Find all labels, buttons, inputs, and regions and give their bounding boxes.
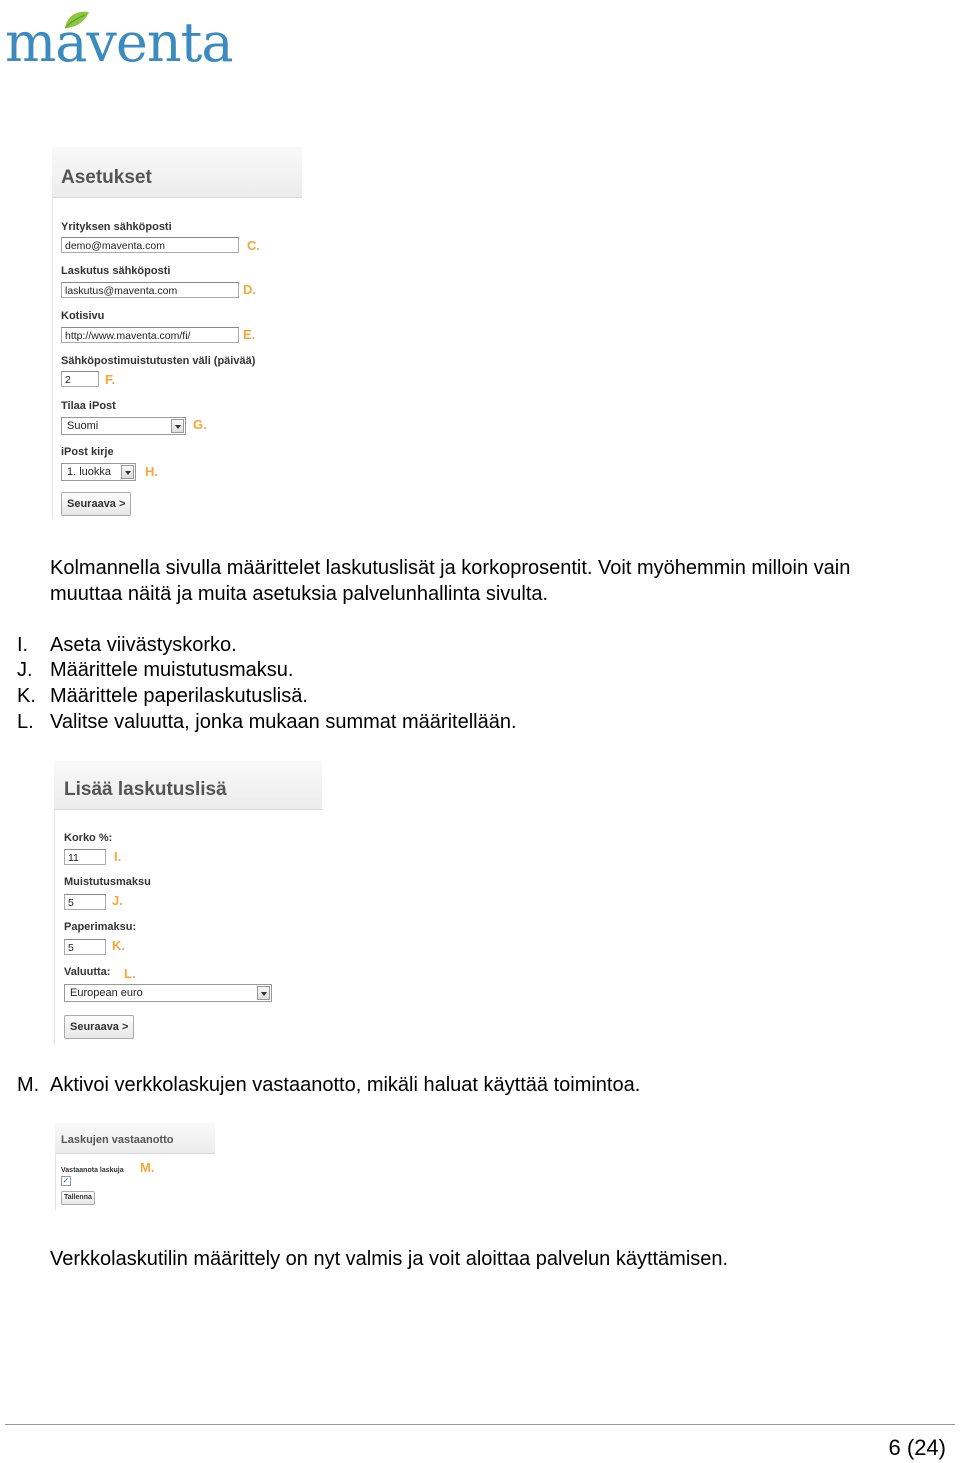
homepage-input[interactable]: http://www.maventa.com/fi/ [61, 327, 239, 343]
settings-panel [52, 147, 302, 519]
chevron-down-icon[interactable] [257, 986, 270, 1000]
chevron-down-icon[interactable] [171, 419, 184, 433]
next-button[interactable]: Seuraava > [64, 1015, 134, 1039]
interest-label: Korko %: [64, 832, 113, 844]
paper-fee-label: Paperimaksu: [64, 921, 137, 933]
marker-l: L. [124, 966, 136, 981]
marker-e: E. [243, 327, 256, 342]
reminder-fee-label: Muistutusmaksu [64, 876, 151, 888]
marker-f: F. [105, 372, 116, 387]
reminder-interval-input[interactable]: 2 [61, 371, 99, 387]
currency-select[interactable] [64, 984, 272, 1002]
currency-selected-value: European euro [70, 987, 143, 999]
step-j: J. Määrittele muistutusmaksu. [17, 659, 294, 681]
receive-invoices-checkbox[interactable] [61, 1176, 71, 1186]
invoice-receiving-panel [55, 1123, 215, 1210]
company-email-input[interactable]: demo@maventa.com [61, 237, 239, 253]
company-email-label: Yrityksen sähköposti [61, 221, 172, 233]
page-number: 6 (24) [888, 1435, 946, 1460]
closing-text: Verkkolaskutilin määrittely on nyt valmis ja voit aloittaa palvelun käyttämisen. [50, 1248, 729, 1270]
ipost-selected-value: Suomi [67, 420, 99, 432]
marker-m: M. [140, 1160, 155, 1175]
marker-j: J. [112, 893, 123, 908]
reminder-fee-input[interactable]: 5 [64, 894, 106, 910]
marker-c: C. [247, 238, 260, 253]
step-i: I. Aseta viivästyskorko. [17, 634, 237, 656]
marker-h: H. [145, 464, 158, 479]
ipost-letter-selected-value: 1. luokka [67, 466, 112, 478]
ipost-label: Tilaa iPost [61, 400, 116, 412]
marker-d: D. [243, 282, 256, 297]
homepage-label: Kotisivu [61, 310, 105, 322]
currency-label: Valuutta: [64, 966, 111, 978]
interest-input[interactable]: 11 [64, 849, 106, 865]
panel-title: Laskujen vastaanotto [61, 1134, 174, 1146]
logo-text: maventa [5, 11, 233, 74]
checkmark-icon: ✓ [62, 1176, 70, 1185]
footer-divider [5, 1424, 955, 1425]
marker-i: I. [114, 849, 122, 864]
ipost-select[interactable] [61, 417, 186, 435]
paper-fee-input[interactable]: 5 [64, 939, 106, 955]
billing-surcharge-panel [54, 761, 322, 1045]
next-button[interactable]: Seuraava > [61, 492, 131, 516]
reminder-interval-label: Sähköpostimuistutusten väli (päivää) [61, 355, 256, 367]
panel-title: Lisää laskutuslisä [64, 779, 227, 800]
marker-k: K. [112, 938, 125, 953]
receive-invoices-label: Vastaanota laskuja [61, 1167, 124, 1174]
chevron-down-icon[interactable] [121, 465, 134, 479]
intro-line-2: muuttaa näitä ja muita asetuksia palvelunhallinta sivulta. [50, 583, 549, 605]
billing-email-label: Laskutus sähköposti [61, 265, 171, 277]
intro-line-1: Kolmannella sivulla määrittelet laskutuslisät ja korkoprosentit. Voit myöhemmin milloin vain [50, 557, 851, 579]
ipost-letter-label: iPost kirje [61, 446, 114, 458]
step-k: K. Määrittele paperilaskutuslisä. [17, 685, 308, 707]
panel-title: Asetukset [61, 167, 152, 188]
step-m: M. Aktivoi verkkolaskujen vastaanotto, mikäli haluat käyttää toimintoa. [17, 1074, 641, 1096]
billing-email-input[interactable]: laskutus@maventa.com [61, 282, 239, 298]
ipost-letter-select[interactable] [61, 463, 136, 481]
maventa-logo [5, 8, 233, 74]
save-button[interactable]: Tallenna [61, 1191, 95, 1205]
marker-g: G. [193, 417, 207, 432]
step-l: L. Valitse valuutta, jonka mukaan summat määritellään. [17, 711, 517, 733]
